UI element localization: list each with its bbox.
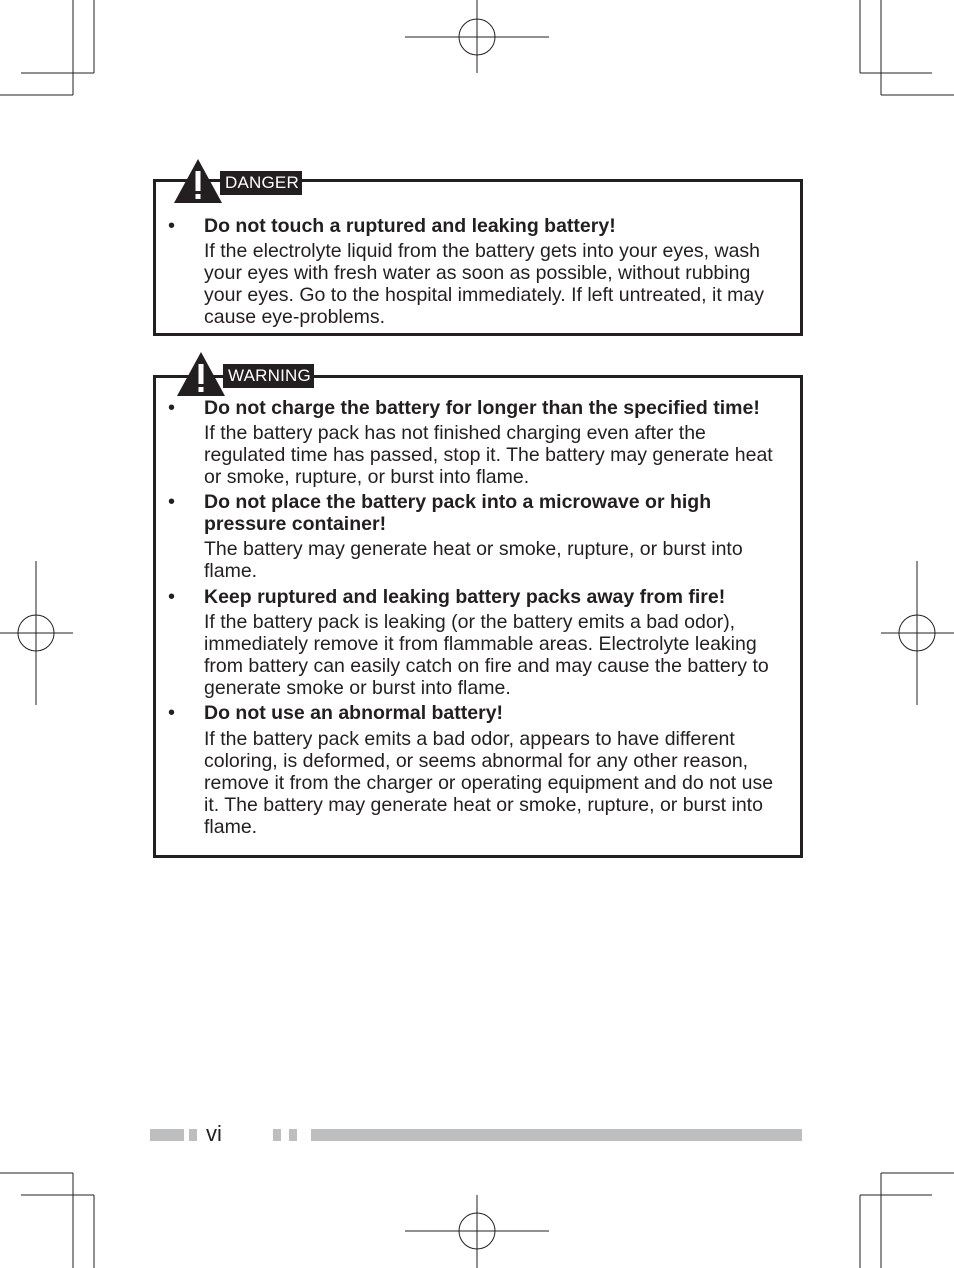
bullet: • <box>168 491 176 513</box>
danger-badge <box>173 158 302 204</box>
bullet: • <box>168 586 176 608</box>
item-heading: Do not place the battery pack into a microwave or high pressure container! <box>204 491 712 535</box>
item-text: The battery may generate heat or smoke, rupture, or burst into flame. <box>204 538 743 582</box>
item-text: If the electrolyte liquid from the battery gets into your eyes, wash your eyes with fresh water as soon as possible, without rubbing your eyes. Go to the hospital immediately. If left untreated, it may cause eye-problems. <box>204 240 764 328</box>
warning-box <box>153 375 803 858</box>
warning-label: WARNING <box>223 364 314 388</box>
item-heading: Do not charge the battery for longer than the specified time! <box>204 397 760 419</box>
bullet: • <box>168 702 176 724</box>
warning-badge <box>176 351 314 397</box>
item-text: If the battery pack emits a bad odor, appears to have different coloring, is deformed, or seems abnormal for any other reason, remove it from the charger or operating equipment and do not use it. The battery may generate heat or smoke, rupture, or burst into flame. <box>204 728 774 838</box>
footer-bar-mid-2 <box>289 1129 297 1141</box>
item-text: If the battery pack is leaking (or the battery emits a bad odor), immediately remove it from flammable areas. Electrolyte leaking from battery can easily catch on fire and may cause the battery to generate smoke or burst into flame. <box>204 611 769 699</box>
bullet: • <box>168 215 176 237</box>
footer-bar-mid-1 <box>273 1129 281 1141</box>
footer-bar-left-small <box>189 1129 197 1141</box>
item-heading: Keep ruptured and leaking battery packs away from fire! <box>204 586 726 608</box>
page-number: vi <box>206 1121 222 1146</box>
warning-triangle-icon <box>173 158 223 204</box>
footer-bar-right <box>311 1129 802 1141</box>
item-text: If the battery pack has not finished charging even after the regulated time has passed, stop it. The battery may generate heat or smoke, rupture, or burst into flame. <box>204 422 773 488</box>
item-heading: Do not touch a ruptured and leaking battery! <box>204 215 616 237</box>
footer-bar-left <box>150 1129 184 1141</box>
danger-label: DANGER <box>220 171 302 195</box>
bullet: • <box>168 397 176 419</box>
warning-triangle-icon <box>176 351 226 397</box>
item-heading: Do not use an abnormal battery! <box>204 702 504 724</box>
